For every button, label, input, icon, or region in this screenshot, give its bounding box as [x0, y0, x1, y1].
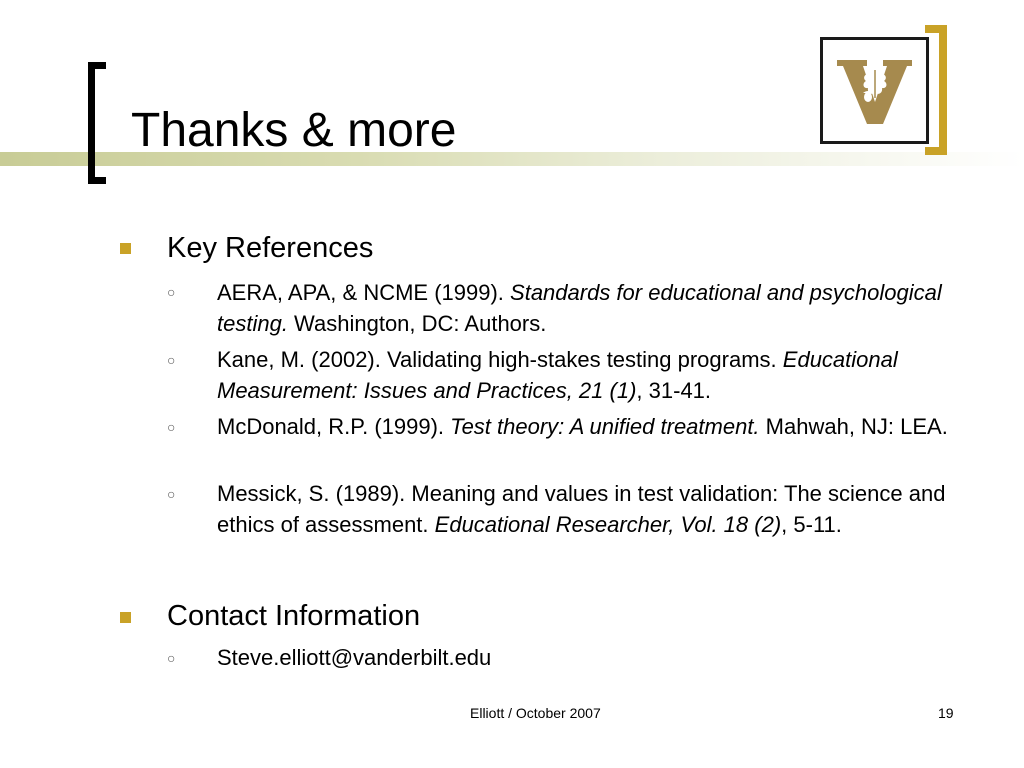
- reference-item: Messick, S. (1989). Meaning and values in test validation: The science and ethics of assessment. Educational Researcher, Vol. 18 (2), 5-11.: [217, 481, 946, 537]
- reference-item: AERA, APA, & NCME (1999). Standards for educational and psychological testing. Washington, DC: Authors.: [217, 280, 942, 336]
- reference-item: McDonald, R.P. (1999). Test theory: A unified treatment. Mahwah, NJ: LEA.: [217, 414, 948, 439]
- hollow-circle-bullet-icon: ○: [167, 284, 176, 300]
- contact-email: Steve.elliott@vanderbilt.edu: [217, 645, 492, 670]
- left-bracket-decoration: [88, 62, 106, 184]
- oak-leaf-v-icon: [823, 40, 926, 141]
- hollow-circle-bullet-icon: ○: [167, 352, 176, 368]
- hollow-circle-bullet-icon: ○: [167, 650, 176, 666]
- hollow-circle-bullet-icon: ○: [167, 419, 176, 435]
- vanderbilt-logo: [820, 37, 929, 144]
- section-heading: Contact Information: [167, 600, 421, 632]
- reference-item: Kane, M. (2002). Validating high-stakes testing programs. Educational Measurement: Issues and Practices, 21 (1), 31-41.: [217, 347, 898, 403]
- section-heading: Key References: [167, 232, 374, 264]
- gold-square-bullet-icon: [120, 243, 131, 254]
- footer-author-date: Elliott / October 2007: [470, 705, 601, 721]
- slide-title: Thanks & more: [131, 104, 457, 157]
- gold-square-bullet-icon: [120, 612, 131, 623]
- slide-number: 19: [938, 705, 954, 721]
- hollow-circle-bullet-icon: ○: [167, 486, 176, 502]
